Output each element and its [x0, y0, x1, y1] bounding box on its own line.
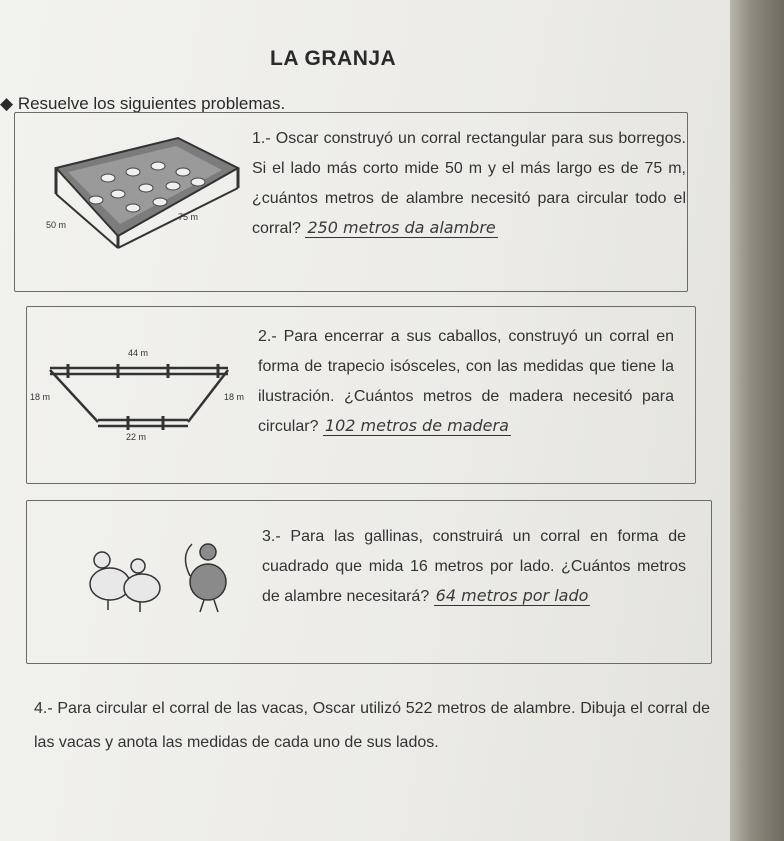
instruction-label: Resuelve los siguientes problemas.: [17, 94, 286, 113]
problem-2-text: [258, 322, 674, 442]
problem-3-answer: 64 metros por lado: [435, 586, 589, 605]
problem-2-question: 2.- Para encerrar a sus caballos, construyó un corral en forma de trapecio isósceles, con las medidas que tiene la ilustración. ¿Cuántos metros de madera necesitó para circular?: [258, 328, 674, 435]
bottom-side-label: 22 m: [126, 432, 147, 442]
pen-short-side-label: 50 m: [46, 220, 67, 230]
problem-3-question: 3.- Para las gallinas, construirá un corral en forma de cuadrado que mida 16 metros por lado. ¿Cuántos metros de alambre necesitará?: [262, 528, 686, 605]
instruction-text: [0, 94, 285, 114]
pen-long-side-label: 75 m: [178, 212, 199, 222]
diamond-bullet-icon: ◆: [0, 94, 14, 113]
sheep-pen-illustration: [38, 128, 250, 250]
top-side-label: 44 m: [128, 348, 149, 358]
problem-2-answer: 102 metros de madera: [324, 416, 509, 435]
trapezoid-corral-illustration: [28, 340, 250, 448]
problem-3-text: [262, 522, 686, 612]
page-edge-shadow: [730, 0, 784, 841]
page-title: LA GRANJA: [270, 47, 397, 70]
left-side-label: 18 m: [30, 392, 51, 402]
problem-1-question: 1.- Oscar construyó un corral rectangular para sus borregos. Si el lado más corto mide 50 m y el más largo es de 75 m, ¿cuántos metros de alambre necesitó para circular todo el corral?: [252, 130, 686, 237]
problem-1-text: [252, 124, 686, 244]
problem-4-text: 4.- Para circular el corral de las vacas, Oscar utilizó 522 metros de alambre. Dibuja el corral de las vacas y anota las medidas de cada uno de sus lados.: [34, 700, 710, 751]
chickens-illustration: [80, 536, 240, 616]
right-side-label: 18 m: [224, 392, 245, 402]
problem-1-answer: 250 metros da alambre: [307, 218, 496, 237]
